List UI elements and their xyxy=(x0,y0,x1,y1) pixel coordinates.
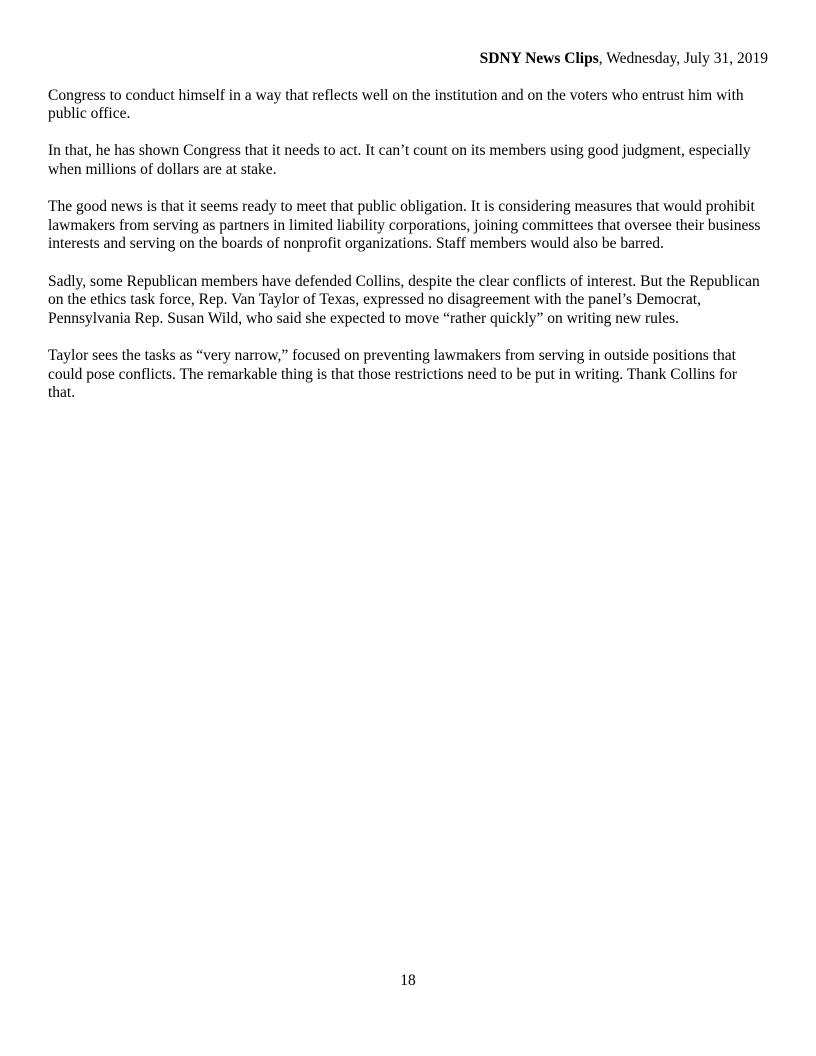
paragraph-5: Taylor sees the tasks as “very narrow,” focused on preventing lawmakers from serving in outside positions that could pose conflicts. The remarkable thing is that those restrictions need to be put in writing. Thank Collins for that. xyxy=(48,346,738,402)
paragraph-2: In that, he has shown Congress that it needs to act. It can’t count on its members using good judgment, especially when millions of dollars are at stake. xyxy=(48,142,751,178)
document-body xyxy=(48,87,768,403)
paragraph-4: Sadly, some Republican members have defended Collins, despite the clear conflicts of interest. But the Republican on the ethics task force, Rep. Van Taylor of Texas, expressed no disagreement with the panel’s Democrat, Pennsylvania Rep. Susan Wild, who said she expected to move “rather quickly” on writing new rules. xyxy=(48,272,760,327)
header-title: SDNY News Clips xyxy=(479,50,599,67)
paragraph-1: Congress to conduct himself in a way that reflects well on the institution and on the voters who entrust him with public office. xyxy=(48,86,744,123)
paragraph-3: The good news is that it seems ready to meet that public obligation. It is considering measures that would prohibit lawmakers from serving as partners in limited liability corporations, joining committees that oversee their business interests and serving on the boards of nonprofit organizations. Staff members would also be barred. xyxy=(48,198,761,253)
header-date: , Wednesday, July 31, 2019 xyxy=(598,50,768,67)
page-header xyxy=(48,50,768,69)
page-number: 18 xyxy=(400,972,416,989)
